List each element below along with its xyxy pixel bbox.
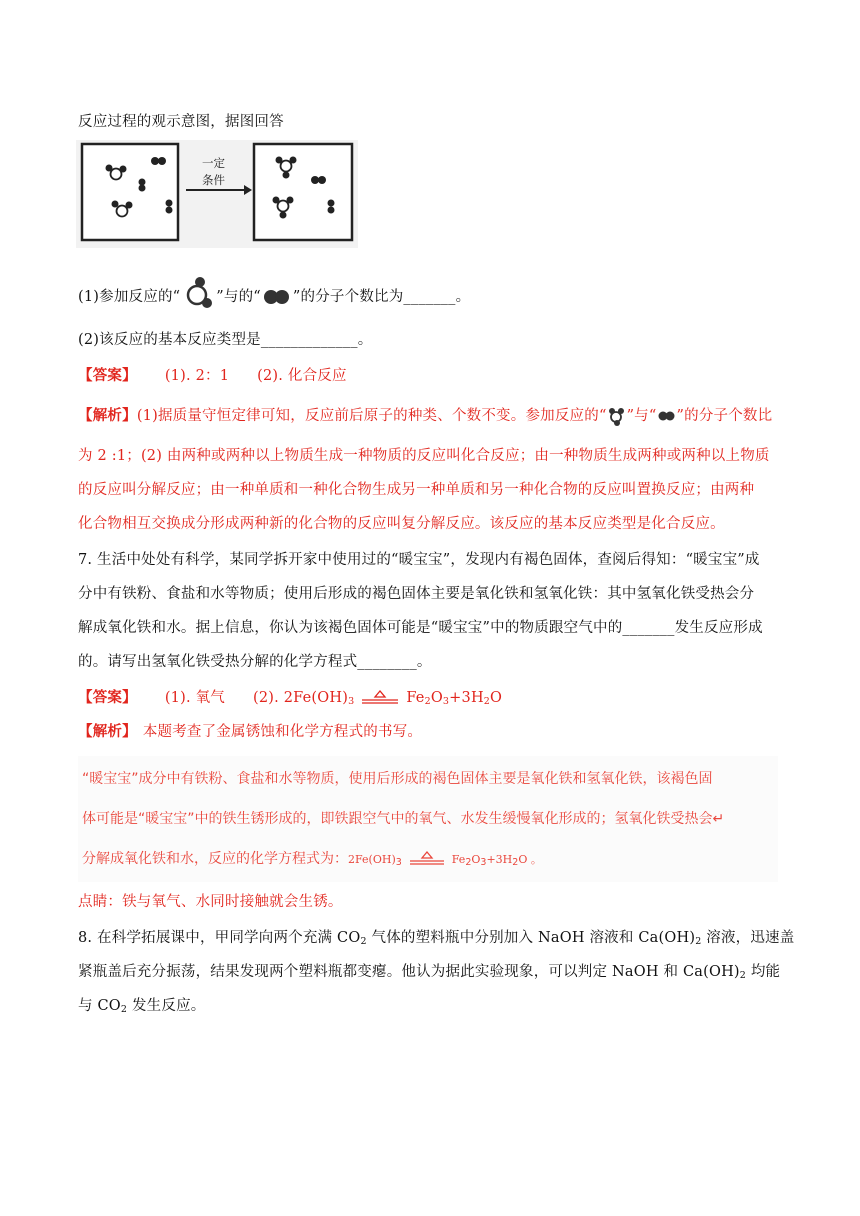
analysis-1-line-1: 【解析】(1)据质量守恒定律可知，反应前后原子的种类、个数不变。参加反应的“ ”与“ ”的分子个数比 bbox=[78, 407, 773, 424]
scan-heat-arrow-icon bbox=[408, 851, 446, 867]
scan-line-1: “暖宝宝”成分中有铁粉、食盐和水等物质，使用后形成的褐色固体主要是氧化铁和氢氧化铁，该褐色固 bbox=[82, 771, 713, 787]
answer-tag: 【答案】 bbox=[78, 367, 137, 384]
question-8-line-3: 与 $CO_2$ 发生反应。 bbox=[78, 998, 206, 1015]
analysis-2: 【解析】 本题考查了金属锈蚀和化学方程式的书写。 bbox=[78, 723, 423, 740]
analysis-1-line-2: 为 2 :1；(2) 由两种或两种以上物质生成一种物质的反应叫化合反应；由一种物质生成两种或两种以上物质 bbox=[78, 448, 770, 464]
intro-text: 反应过程的观示意图，据图回答 bbox=[78, 114, 284, 130]
scan-line-2: 体可能是“暖宝宝”中的铁生锈形成的，即铁跟空气中的氧气、水发生缓慢氧化形成的；氢氧化铁受热会↵ bbox=[82, 811, 725, 827]
tip-text: 点睛：铁与氧气、水同时接触就会生锈。 bbox=[78, 894, 343, 910]
question-8-line-1: 8. 在科学拓展课中，甲同学向两个充满 $CO_2$ 气体的塑料瓶中分别加入 NaOH 溶液和 $Ca(OH)_2$ 溶液，迅速盖 bbox=[78, 930, 795, 947]
question-1: (1)参加反应的“ ”与的“ ”的分子个数比为_______。 bbox=[78, 280, 470, 314]
answer-2: 【答案】 (1). 氧气 (2). $2Fe(OH)_3$ $Fe_2O_3+3H_2O$ bbox=[78, 689, 503, 707]
question-7-line-1: 7. 生活中处处有科学，某同学拆开家中使用过的“暖宝宝”，发现内有褐色固体，查阅后得知：“暖宝宝”成 bbox=[78, 552, 760, 568]
question-7-line-3: 解成氧化铁和水。据上信息，你认为该褐色固体可能是“暖宝宝”中的物质跟空气中的_______发生反应形成 bbox=[78, 620, 763, 636]
analysis-tag-2: 【解析】 bbox=[78, 723, 137, 740]
answer-1: 【答案】 (1). 2：1 (2). 化合反应 bbox=[78, 367, 347, 384]
after-box bbox=[254, 144, 352, 240]
reaction-diagram-svg bbox=[76, 140, 358, 248]
analysis-1-line-4: 化合物相互交换成分形成两种新的化合物的反应叫复分解反应。该反应的基本反应类型是化合反应。 bbox=[78, 516, 725, 532]
heat-arrow-icon bbox=[360, 690, 400, 706]
analysis-tag: 【解析】 bbox=[78, 407, 137, 424]
answer-tag-2: 【答案】 bbox=[78, 689, 137, 706]
analysis-1-line-3: 的反应叫分解反应；由一种单质和一种化合物生成另一种单质和另一种化合物的反应叫置换反应；由两种 bbox=[78, 482, 755, 498]
arrow-label-top: 一定 bbox=[202, 156, 225, 170]
scan-line-3: 分解成氧化铁和水，反应的化学方程式为：$2Fe(OH)_3$ $Fe_2O_3+3H_2O$ 。 bbox=[82, 851, 542, 868]
arrow-label-bottom: 条件 bbox=[202, 173, 225, 187]
molecule-b-small-icon bbox=[657, 410, 677, 422]
reaction-diagram bbox=[76, 140, 358, 248]
question-2: (2)该反应的基本反应类型是_____________。 bbox=[78, 332, 373, 348]
question-7-line-4: 的。请写出氢氧化铁受热分解的化学方程式________。 bbox=[78, 654, 432, 670]
molecule-b-icon bbox=[261, 288, 293, 306]
molecule-a-icon bbox=[180, 276, 216, 310]
molecule-a-small-icon bbox=[607, 406, 627, 426]
question-7-line-2: 分中有铁粉、食盐和水等物质；使用后形成的褐色固体主要是氧化铁和氢氧化铁：其中氢氧化铁受热会分 bbox=[78, 586, 755, 602]
question-8-line-2: 紧瓶盖后充分振荡，结果发现两个塑料瓶都变瘪。他认为据此实验现象，可以判定 NaOH 和 $Ca(OH)_2$ 均能 bbox=[78, 964, 781, 981]
